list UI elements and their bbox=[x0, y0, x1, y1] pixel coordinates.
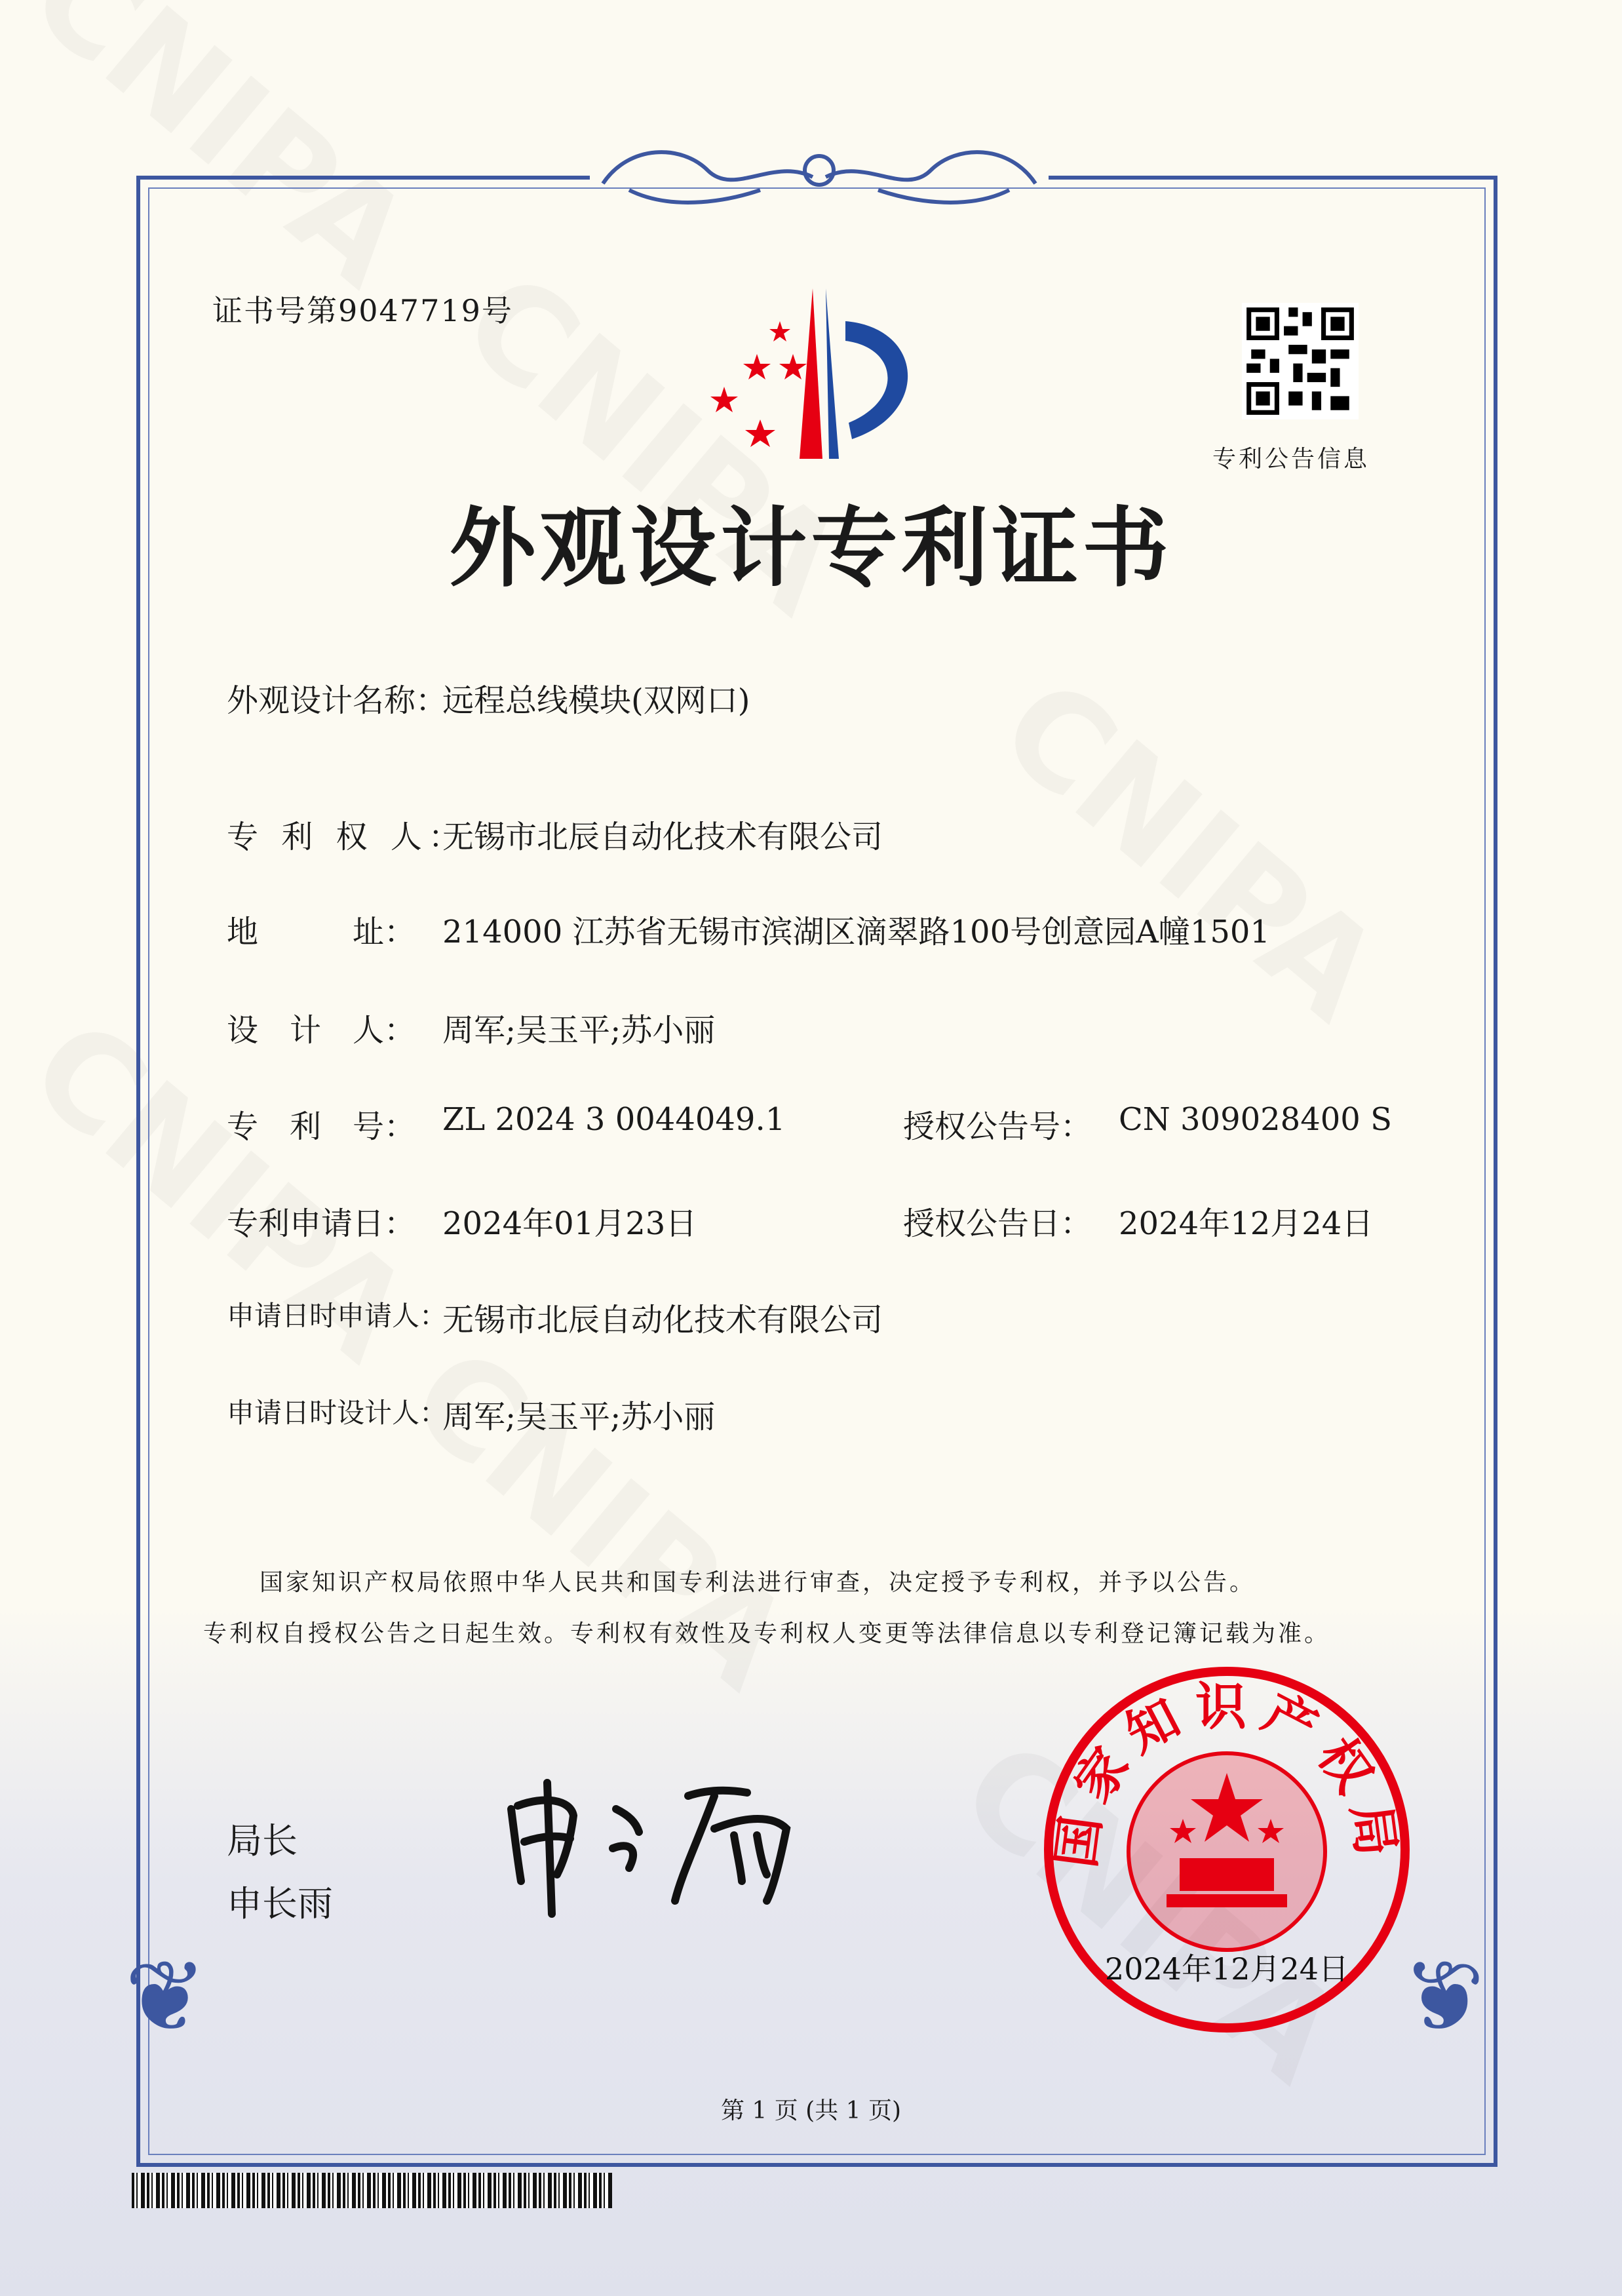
seal-text: 国家知识产权局 bbox=[1047, 1677, 1407, 1871]
cnipa-logo bbox=[695, 282, 944, 472]
certificate-title: 外观设计专利证书 bbox=[449, 498, 1173, 599]
corner-ornament-left: ❦ bbox=[125, 1940, 207, 2054]
field-value-grant-pub-date: 2024年12月24日 bbox=[1119, 1205, 1374, 1242]
handwritten-signature bbox=[498, 1770, 839, 1920]
field-value-patentee: 无锡市北辰自动化技术有限公司 bbox=[442, 819, 883, 855]
field-label-patent-number: 专 利 号： bbox=[227, 1108, 416, 1145]
field-label-design-name: 外观设计名称： bbox=[227, 682, 448, 719]
field-label-filing-date: 专利申请日： bbox=[227, 1205, 416, 1242]
qr-code[interactable] bbox=[1242, 303, 1359, 419]
field-label-applicant-at-filing: 申请日时申请人： bbox=[227, 1300, 448, 1332]
official-seal bbox=[1039, 1662, 1416, 2038]
field-value-design-name: 远程总线模块(双网口) bbox=[442, 682, 750, 719]
signatory-name: 申长雨 bbox=[227, 1883, 333, 1924]
notice-line-2: 专利权自授权公告之日起生效。专利权有效性及专利权人变更等法律信息以专利登记簿记载为准。 bbox=[203, 1620, 1331, 1647]
field-value-filing-date: 2024年01月23日 bbox=[442, 1205, 697, 1242]
field-label-designer: 设 计 人： bbox=[227, 1012, 416, 1049]
barcode bbox=[132, 2173, 612, 2208]
notice-line-1: 国家知识产权局依照中华人民共和国专利法进行审查，决定授予专利权，并予以公告。 bbox=[260, 1569, 1256, 1596]
field-label-patentee: 专 利 权 人： bbox=[227, 819, 467, 855]
field-label-grant-pub-date: 授权公告日： bbox=[903, 1205, 1092, 1242]
field-label-designer-at-filing: 申请日时设计人： bbox=[227, 1397, 448, 1429]
field-value-designer: 周军;吴玉平;苏小丽 bbox=[442, 1012, 716, 1049]
page-number: 第 1 页 (共 1 页) bbox=[720, 2097, 902, 2124]
top-ornament bbox=[590, 131, 1049, 216]
field-label-grant-pub-number: 授权公告号： bbox=[903, 1108, 1092, 1145]
field-value-address: 214000 江苏省无锡市滨湖区滴翠路100号创意园A幢1501 bbox=[442, 914, 1270, 950]
corner-ornament-right: ❦ bbox=[1402, 1940, 1485, 2054]
field-value-applicant-at-filing: 无锡市北辰自动化技术有限公司 bbox=[442, 1302, 883, 1338]
field-label-address: 地 址： bbox=[227, 914, 416, 950]
field-value-patent-number: ZL 2024 3 0044049.1 bbox=[442, 1101, 786, 1138]
certificate-number: 证书号第9047719号 bbox=[212, 293, 513, 328]
field-value-grant-pub-number: CN 309028400 S bbox=[1119, 1101, 1392, 1138]
qr-label: 专利公告信息 bbox=[1212, 446, 1370, 473]
field-value-designer-at-filing: 周军;吴玉平;苏小丽 bbox=[442, 1399, 716, 1435]
seal-date: 2024年12月24日 bbox=[1104, 1951, 1349, 1987]
signatory-title: 局长 bbox=[227, 1820, 298, 1861]
